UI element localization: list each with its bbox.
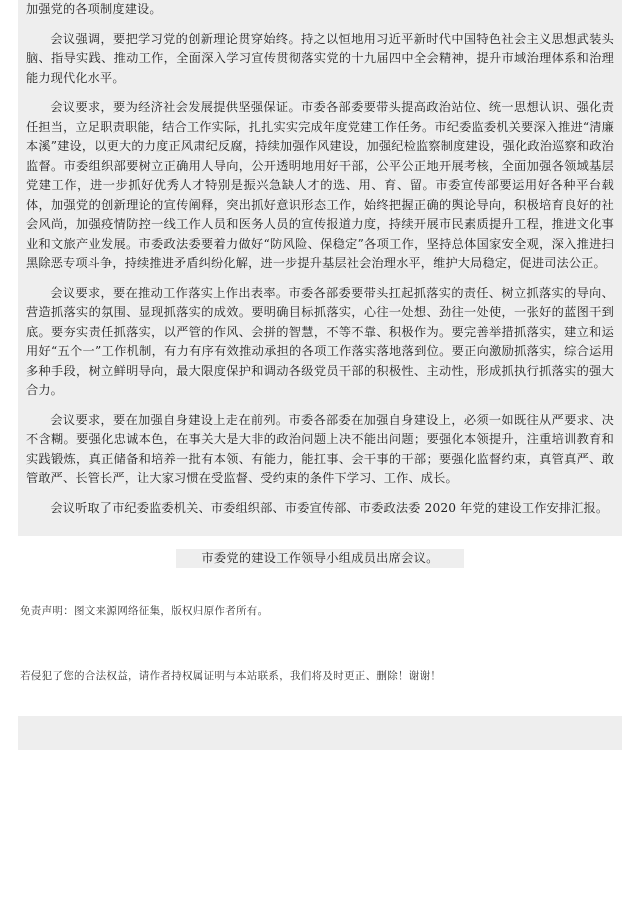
article-paragraph: 会议要求，要为经济社会发展提供坚强保证。市委各部委要带头提高政治站位、统一思想认识、强化责任担当，立足职责职能，结合工作实际，扎扎实实完成年度党建工作任务。市纪委监委机关要深入推进“清廉本溪”建设，以更大的力度正风肃纪反腐，持续加强作风建设，加强纪检监察制度建设，强化政治巡察和政治监督。市委组织部要树立正确用人导向，公开透明地用好干部，公平公正地开展考核，全面加强各领域基层党建工作，进一步抓好优秀人才特别是振兴急缺人才的选、用、育、留。市委宣传部要运用好各种平台载体，加强党的创新理论的宣传阐释，突出抓好意识形态工作，始终把握正确的舆论导向，积极培育良好的社会风尚，加强疫情防控一线工作人员和医务人员的宣传报道力度，持续开展市民素质提升工程，推进文化事业和文旅产业发展。市委政法委要着力做好“防风险、保稳定”各项工作，坚持总体国家安全观，深入推进扫黑除恶专项斗争，持续推进矛盾纠纷化解，进一步提升基层社会治理水平，维护大局稳定，促进司法公正。 bbox=[26, 100, 614, 270]
disclaimer-text: 免责声明：图文来源网络征集，版权归原作者所有。 bbox=[20, 605, 269, 617]
article-paragraph: 会议要求，要在推动工作落实上作出表率。市委各部委要带头扛起抓落实的责任、树立抓落实的导向、营造抓落实的氛围、显现抓落实的成效。要明确目标抓落实，心往一处想、劲往一处使，一张好的蓝图干到底。要夯实责任抓落实，以严管的作风、会拼的智慧，不等不靠、积极作为。要完善举措抓落实，建立和运用好“五个一”工作机制，有力有序有效推动承担的各项工作落实落地落到位。要正向激励抓落实，综合运用多种手段，树立鲜明导向，最大限度保护和调动各级党员干部的积极性、主动性，形成抓执行抓落实的强大合力。 bbox=[26, 285, 614, 397]
article-paragraph: 会议要求，要在加强自身建设上走在前列。市委各部委在加强自身建设上，必须一如既往从严要求、决不含糊。要强化忠诚本色，在事关大是大非的政治问题上决不能出问题；要强化本领提升，注重培训教育和实践锻炼，真正储备和培养一批有本领、有能力，能扛事、会干事的干部；要强化监督约束，真管真严、敢管敢严、长管长严，让大家习惯在受监督、受约束的条件下学习、工作、成长。 bbox=[26, 412, 614, 485]
article-paragraph: 会议强调，要把学习党的创新理论贯穿始终。持之以恒地用习近平新时代中国特色社会主义思想武装头脑、指导实践、推动工作，全面深入学习宣传贯彻落实党的十九届四中全会精神，提升市域治理体系和治理能力现代化水平。 bbox=[26, 31, 614, 85]
article-paragraph: 会议听取了市纪委监委机关、市委组织部、市委宣传部、市委政法委 2020 年党的建设工作安排汇报。 bbox=[50, 500, 609, 515]
image-caption: 市委党的建设工作领导小组成员出席会议。 bbox=[176, 549, 464, 568]
article-paragraph-continuation: 加强党的各项制度建设。 bbox=[26, 2, 162, 16]
article-body bbox=[18, 0, 622, 536]
infringement-notice: 若侵犯了您的合法权益，请作者持权属证明与本站联系，我们将及时更正、删除！谢谢！ bbox=[20, 670, 442, 682]
footer-placeholder-box bbox=[18, 716, 622, 750]
